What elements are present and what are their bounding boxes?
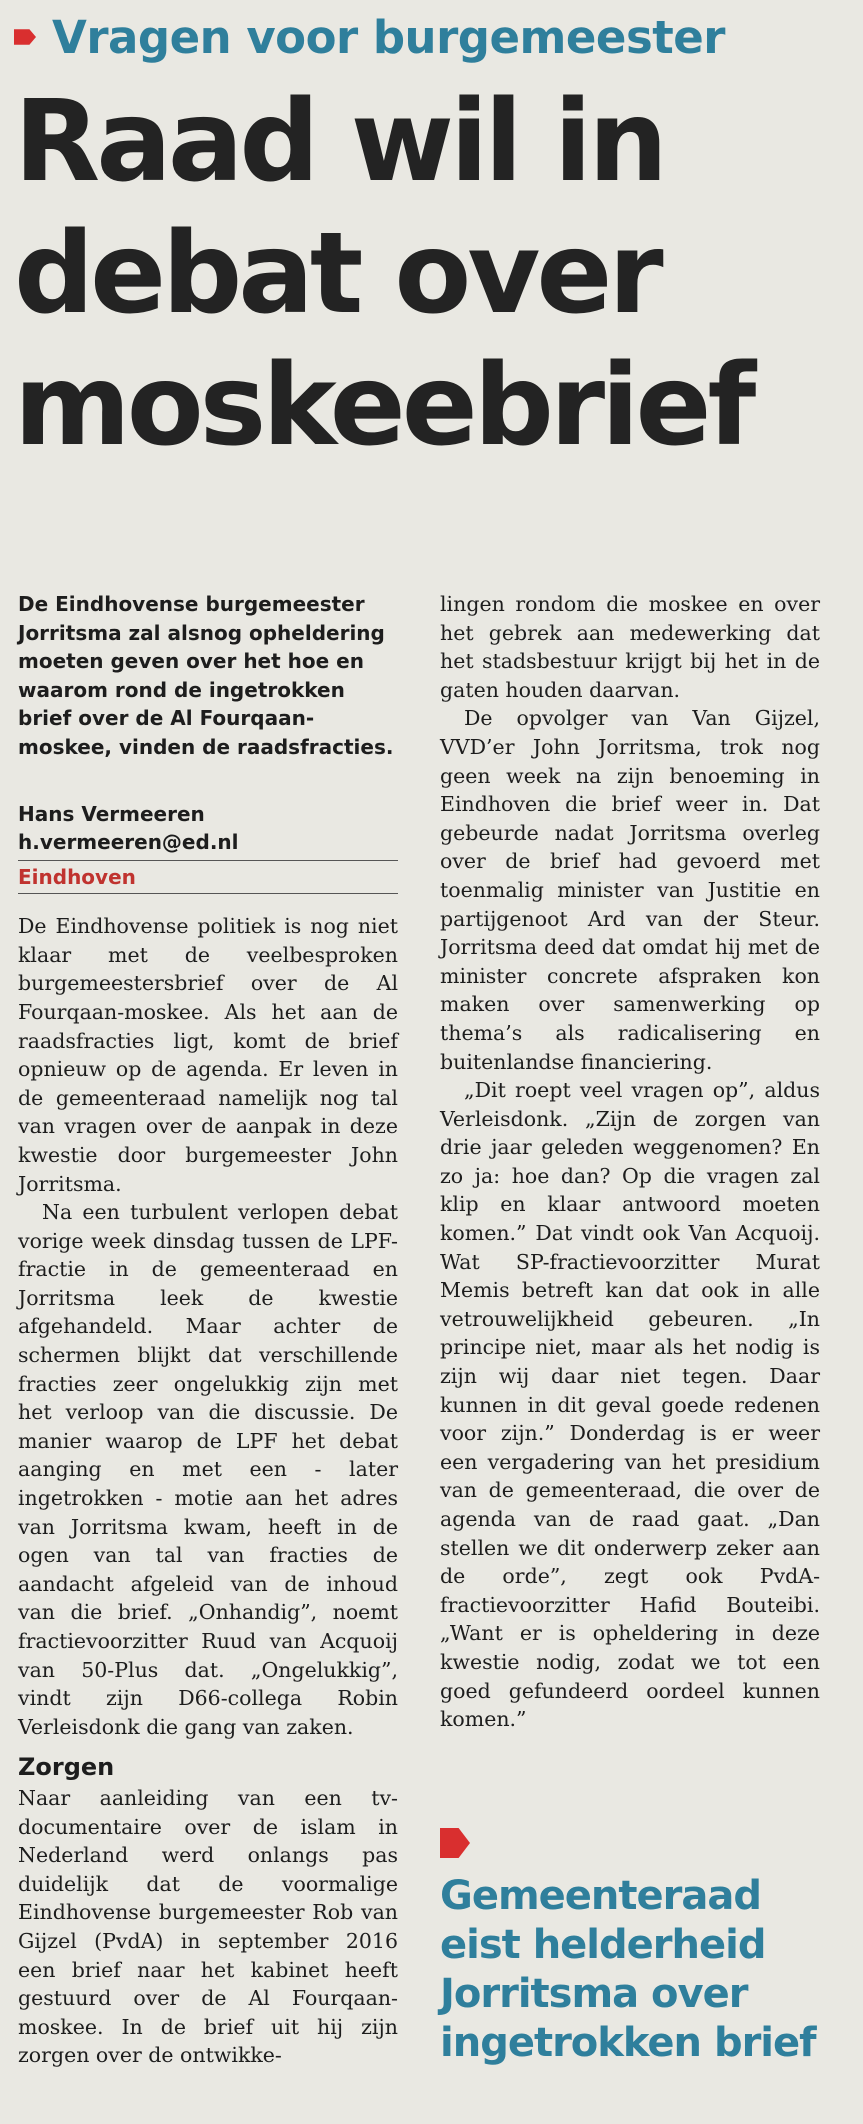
pull-quote-line: Jorritsma over — [440, 1971, 748, 2017]
headline-line: debat over — [14, 209, 660, 339]
body-paragraph: De opvolger van Van Gijzel, VVD’er John Jorritsma, trok nog geen week na zijn benoeming in Eindhoven die brief weer in. Dat gebeurde nadat Jorritsma overleg over de brief had gevoerd met toenmalig minister van Justitie en partijgenoot Ard van der Steur. Jorritsma deed dat omdat hij met de minister concrete afspraken kon maken over samenwerking op thema’s als radicalisering en buitenlandse financiering. — [440, 706, 820, 1074]
subheading: Zorgen — [18, 1753, 115, 1782]
headline-line: Raad wil in — [14, 77, 664, 207]
article-column-left — [18, 590, 398, 2070]
article-intro: De Eindhovense burgemeester Jorritsma zal alsnog opheldering moeten geven over het hoe en waarom rond de ingetrokken brief over de Al Fourqaan-moskee, vinden de raadsfracties. — [18, 592, 394, 759]
body-paragraph: De Eindhovense politiek is nog niet klaar met de veelbesproken burgemeestersbrief over de Al Fourqaan-moskee. Als het aan de raadsfracties ligt, komt de brief opnieuw op de agenda. Er leven in de gemeenteraad namelijk nog tal van vragen over de aanpak in deze kwestie door burgemeester John Jorritsma. — [18, 914, 398, 1196]
author-name: Hans Vermeeren — [18, 801, 205, 826]
pull-quote-text — [440, 1872, 850, 2068]
rubric-label: Vragen voor burgemeester — [52, 10, 725, 64]
dateline: Eindhoven — [18, 860, 398, 895]
red-arrow-marker-icon — [440, 1828, 470, 1858]
article-column-right — [440, 590, 820, 1734]
pull-quote — [440, 1828, 850, 2068]
headline-line: moskeebrief — [14, 341, 753, 471]
body-paragraph: lingen rondom die moskee en over het gebrek aan medewerking dat het stadsbestuur krijgt bij het in de gaten houden daarvan. — [440, 592, 820, 702]
red-arrow-marker-icon — [14, 26, 36, 48]
pull-quote-line: Gemeenteraad — [440, 1873, 761, 1919]
body-paragraph: „Dit roept veel vragen op”, aldus Verleisdonk. „Zijn de zorgen van drie jaar geleden weggenomen? En zo ja: hoe dan? Op die vragen zal klip en klaar antwoord moeten komen.” Dat vindt ook Van Acquoij. Wat SP-fractievoorzitter Murat Memis betreft kan dat ook in alle vetrouwelijkheid gebeuren. „In principe niet, maar als het nodig is zijn wij daar niet tegen. Daar kunnen in dit geval goede redenen voor zijn.” Donderdag is er weer een vergadering van het presidium van de gemeenteraad, die over de agenda van de raad gaat. „Dan stellen we dit onderwerp zeker aan de orde”, zegt ook PvdA-fractievoorzitter Hafid Bouteibi. „Want er is opheldering in deze kwestie nodig, zodat we tot een goed gefundeerd oordeel kunnen komen.” — [440, 1078, 820, 1732]
body-paragraph: Na een turbulent verlopen debat vorige week dinsdag tussen de LPF-fractie in de gemeenteraad en Jorritsma leek de kwestie afgehandeld. Maar achter de schermen blijkt dat verschillende fracties zeer ongelukkig zijn met het verloop van die discussie. De manier waarop de LPF het debat aanging en met een - later ingetrokken - motie aan het adres van Jorritsma kwam, heeft in de ogen van tal van fracties de aandacht afgeleid van de inhoud van die brief. „Onhandig”, noemt fractievoorzitter Ruud van Acquoij van 50-Plus dat. „Ongelukkig”, vindt zijn D66-collega Robin Verleisdonk die gang van zaken. — [18, 1200, 398, 1739]
pull-quote-line: eist helderheid — [440, 1922, 766, 1968]
body-paragraph: Naar aanleiding van een tv-documentaire over de islam in Nederland werd onlangs pas duidelijk dat de voormalige Eindhovense burgemeester Rob van Gijzel (PvdA) in september 2016 een brief naar het kabinet heeft gestuurd over de Al Fourqaan-moskee. In de brief uit hij zijn zorgen over de ontwikke- — [18, 1785, 398, 2068]
section-rubric — [14, 4, 854, 70]
author-email: h.vermeeren@ed.nl — [18, 829, 239, 854]
pull-quote-line: ingetrokken brief — [440, 2020, 816, 2066]
headline — [14, 76, 854, 472]
